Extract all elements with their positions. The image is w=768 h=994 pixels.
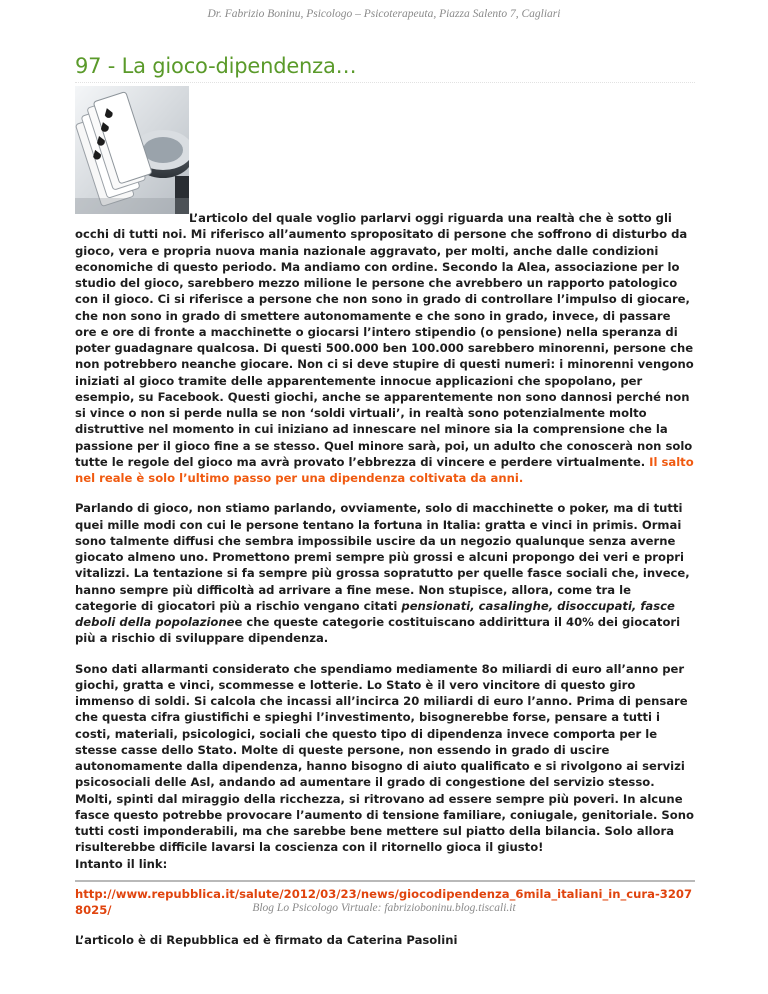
- page-header: Dr. Fabrizio Boninu, Psicologo – Psicoterapeuta, Piazza Salento 7, Cagliari: [207, 8, 561, 20]
- paragraph-3-last: Intanto il link:: [75, 856, 168, 871]
- credit-line: L’articolo è di Repubblica ed è firmato da Caterina Pasolini: [75, 933, 458, 948]
- paragraph-1-first-line: L’articolo del quale voglio parlarvi oggi riguarda una realtà che è sotto gli: [189, 211, 672, 225]
- paragraph-1-body: occhi di tutti noi. Mi riferisco all’aumento spropositato di persone che soffrono di disturbo da gioco, vera e propria nuova mania nazionale aggravato, per molti, anche dalle condizioni economiche di questo periodo. Ma andiamo con ordine. Secondo la Alea, associazione per lo studio del gioco, sarebbero mezzo milione le persone che avrebbero un rapporto patologico con il gioco. Ci si riferisce a persone che non sono in grado di controllare l’impulso di giocare, che non sono in grado di smettere autonomamente e che sono in grado, invece, di passare ore e ore di fronte a macchinette o giocarsi l’intero stipendio (o pensione) nella speranza di poter guadagnare qualcosa. Di questi 500.000 ben 100.000 sarebbero minorenni, persone che non potrebbero neanche giocare. Non ci si deve stupire di questi numeri: i minorenni vengono iniziati al gioco tramite delle apparentemente innocue applicazioni che spopolano, per esempio, su Facebook. Questi giochi, anche se apparentemente non sono dannosi perché non si vince o non si perde nulla se non ‘soldi virtuali’, in realtà sono potenzialmente molto distruttive nel momento in cui iniziano ad innescare nel minore sia la comprensione che la passione per il gioco fine a se stesso. Quel minore sarà, poi, un adulto che conoscerà non solo tutte le regole del gioco ma avrà provato l’ebbrezza di vincere e perdere virtualmente.: [75, 227, 694, 469]
- article-body: [75, 210, 695, 963]
- paragraph-3: [75, 661, 695, 872]
- footer-divider: [75, 880, 695, 882]
- paragraph-2: [75, 500, 695, 646]
- title-divider: [75, 82, 695, 83]
- paragraph-2-end: e che queste categorie costituiscano addirittura il 40% dei giocatori più a rischio di sviluppare dipendenza.: [75, 615, 681, 646]
- highlighted-sentence: Il salto nel reale è solo l’ultimo passo per una dipendenza coltivata da anni.: [75, 454, 694, 485]
- article-title: 97 - La gioco-dipendenza…: [75, 54, 357, 78]
- paragraph-2-start: Parlando di gioco, non stiamo parlando, ovviamente, solo di macchinette o poker, ma di tutti quei mille modi con cui le persone tentano la fortuna in Italia: gratta e vinci in primis. Ormai sono talmente diffusi che sembra impossibile uscire da un negozio qualunque senza averne giocato almeno uno. Promettono premi sempre più grossi e alcuni propongo dei veri e propri vitalizzi. La tentazione si fa sempre più grossa sopratutto per quelle fasce sociali che, invece, hanno sempre più difficoltà ad arrivare a fine mese. Non stupisce, allora, come tra le categorie di giocatori più a rischio vengano citati: [75, 501, 690, 613]
- article-image-playing-cards: [75, 86, 189, 214]
- paragraph-2-italic: pensionati, casalinghe, disoccupati, fasce deboli della popolazione: [75, 598, 675, 629]
- cards-illustration: [75, 86, 189, 214]
- paragraph-1: [75, 210, 695, 486]
- paragraph-3-body: Sono dati allarmanti considerato che spendiamo mediamente 8o miliardi di euro all’anno per giochi, gratta e vinci, scommesse e lotterie. Lo Stato è il vero vincitore di questo giro immenso di soldi. Si calcola che incassi all’incirca 20 miliardi di euro l’anno. Prima di pensare che questa cifra giustifichi e spieghi l’investimento, bisognerebbe forse, pensare a tutti i costi, materiali, psicologici, sociali che questo tipo di dipendenza invece comporta per le stesse casse dello Stato. Molte di queste persone, non essendo in grado di uscire autonomamente dalla dipendenza, hanno bisogno di aiuto qualificato e si rivolgono ai servizi psicosociali delle Asl, andando ad aumentare il grado di congestione del servizio stesso. Molti, spinti dal miraggio della ricchezza, si ritrovano ad essere sempre più poveri. In alcune fasce questo potrebbe provocare l’aumento di tensione familiare, coniugale, genitoriale. Sono tutti costi imponderabili, ma che sarebbe bene mettere sul piatto della bilancia. Solo allora risulterebbe difficile lavarsi la coscienza con il ritornello gioca il giusto!: [75, 661, 694, 855]
- page-footer: Blog Lo Psicologo Virtuale: fabrizioboninu.blog.tiscali.it: [252, 902, 516, 914]
- source-link[interactable]: http://www.repubblica.it/salute/2012/03/23/news/giocodipendenza_6mila_italiani_in_cura-32078025/: [75, 886, 693, 917]
